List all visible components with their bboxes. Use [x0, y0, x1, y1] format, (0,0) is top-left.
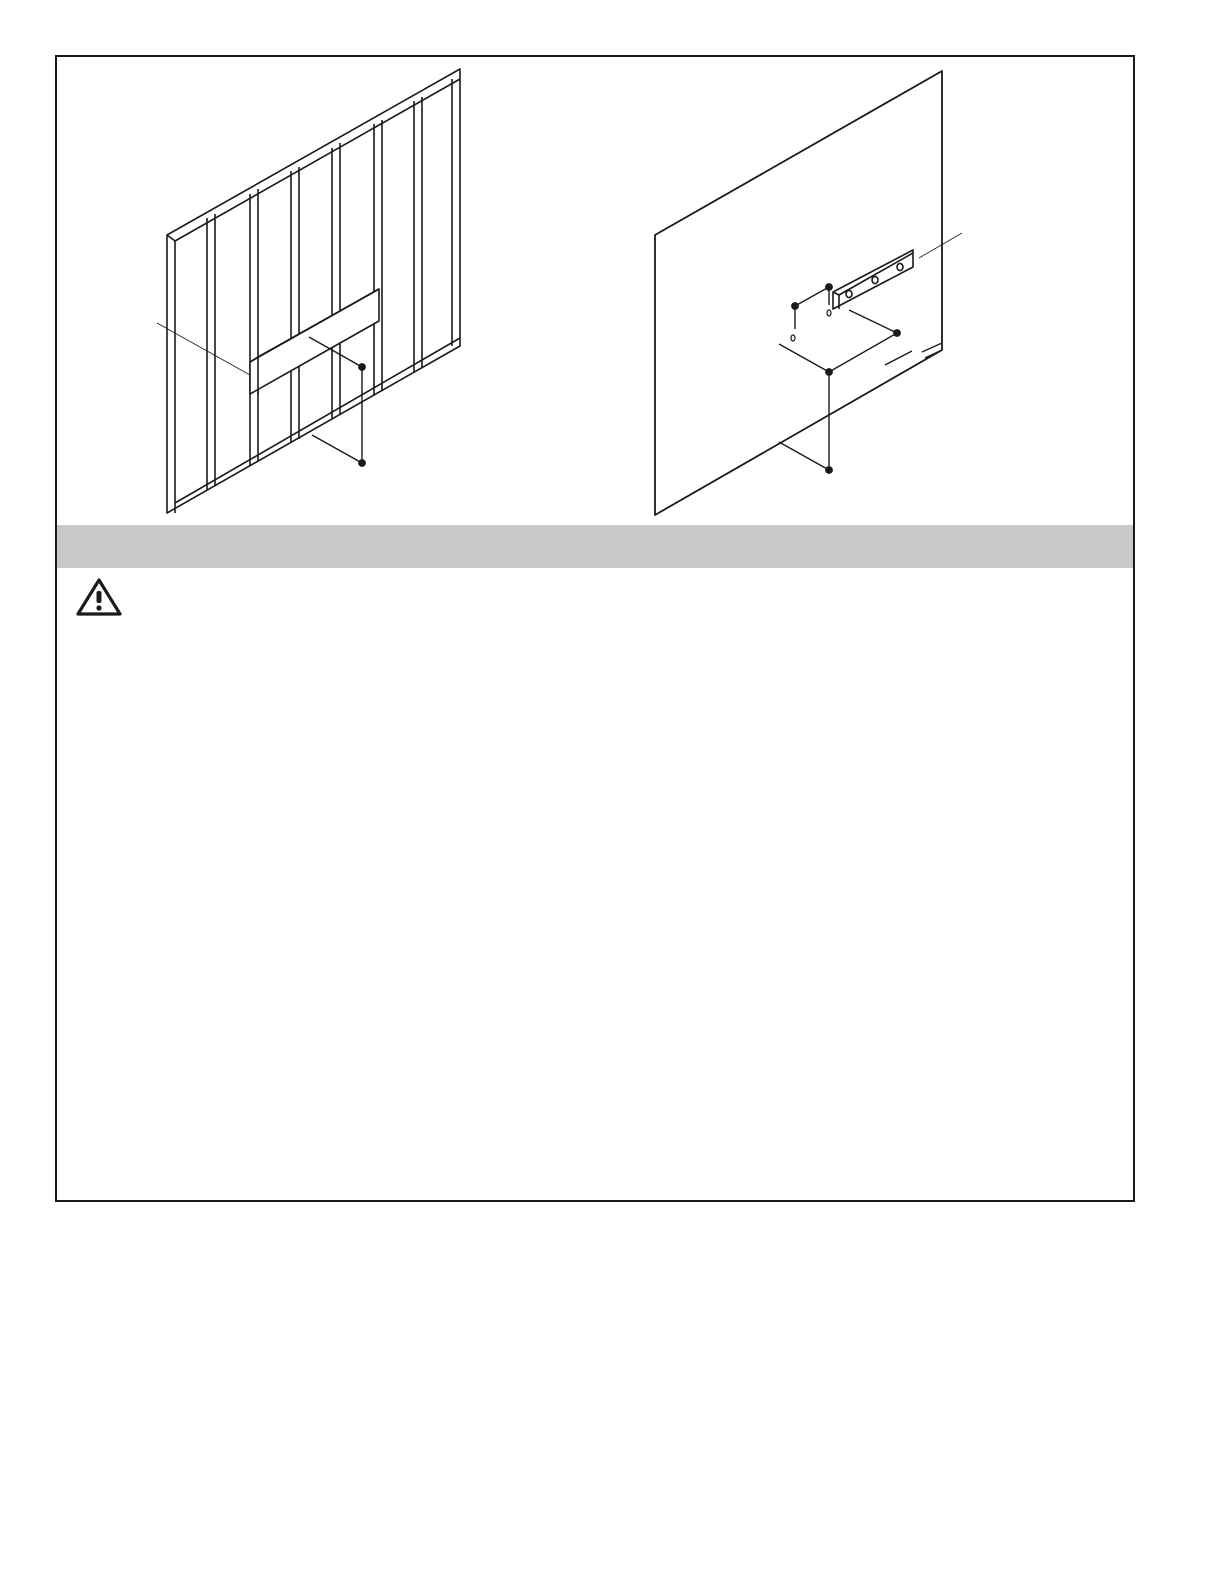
- instructions-body: [137, 585, 1107, 1165]
- illustrations-area: [57, 57, 1133, 525]
- wall-framing-illustration: [57, 57, 1133, 525]
- warning-triangle-icon: [75, 577, 123, 617]
- instruction-panel: [55, 55, 1135, 1202]
- section-header-bar: [57, 525, 1133, 568]
